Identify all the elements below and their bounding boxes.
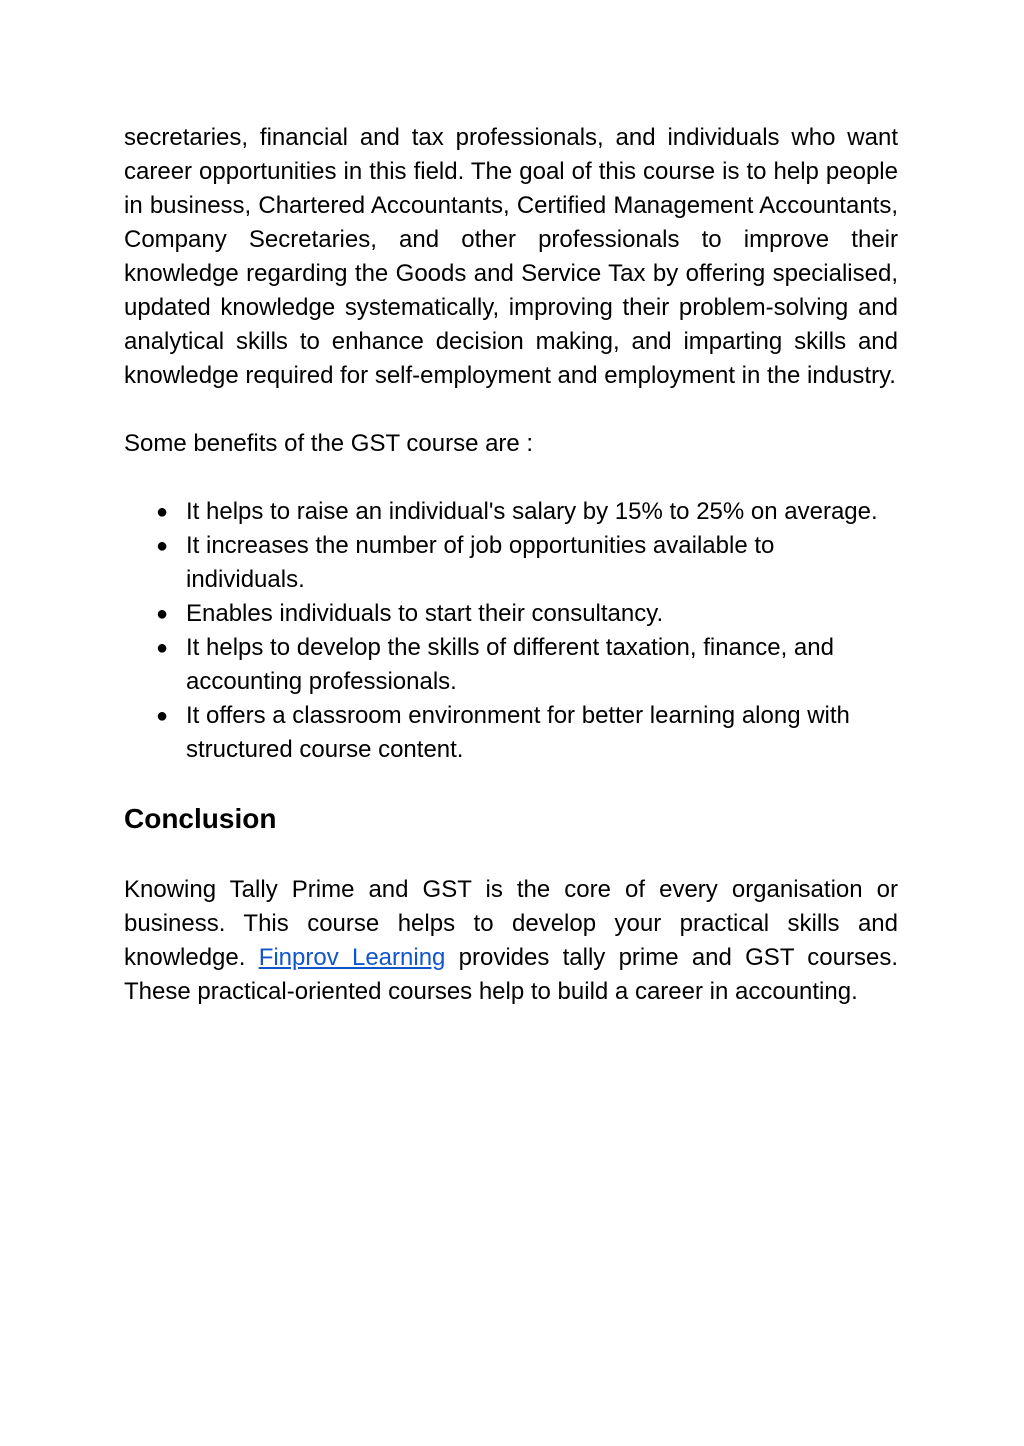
bullet-icon: ● xyxy=(156,535,169,557)
intro-paragraph: secretaries, financial and tax professionals, and individuals who want career opportunities in this field. The goal of this course is to help people in business, Chartered Accountants, Certified Management Accountants, Company Secretaries, and other professionals to improve their knowledge regarding the Goods and Service Tax by offering specialised, updated knowledge systematically, improving their problem-solving and analytical skills to enhance decision making, and imparting skills and knowledge required for self-employment and employment in the industry. xyxy=(124,124,898,389)
conclusion-text-start: Knowing Tally Prime and GST is the core of every organisation or business. This course helps to develop your practical skills and knowledge. xyxy=(124,876,898,971)
document-page xyxy=(124,121,898,1009)
conclusion-text-end: provides tally prime and GST courses. These practical-oriented courses help to build a career in accounting. xyxy=(124,944,899,1005)
list-item-text: It helps to develop the skills of different taxation, finance, and accounting professionals. xyxy=(186,634,834,695)
list-item-text: It helps to raise an individual's salary by 15% to 25% on average. xyxy=(186,498,878,525)
bullet-icon: ● xyxy=(156,603,169,625)
benefits-list xyxy=(124,495,898,767)
conclusion-paragraph xyxy=(124,873,898,1009)
finprov-learning-link[interactable]: Finprov Learning xyxy=(258,944,446,971)
bullet-icon: ● xyxy=(156,637,169,659)
list-item-text: Enables individuals to start their consultancy. xyxy=(186,600,664,627)
list-item xyxy=(124,699,898,767)
list-item-text: It increases the number of job opportunities available to individuals. xyxy=(186,532,775,593)
list-item-text: It offers a classroom environment for better learning along with structured course content. xyxy=(186,702,850,763)
list-item xyxy=(124,631,898,699)
bullet-icon: ● xyxy=(156,705,169,727)
list-item xyxy=(124,597,898,631)
benefits-intro: Some benefits of the GST course are : xyxy=(124,430,534,457)
list-item xyxy=(124,495,898,529)
bullet-icon: ● xyxy=(156,501,169,523)
list-item xyxy=(124,529,898,597)
conclusion-heading: Conclusion xyxy=(124,803,277,834)
